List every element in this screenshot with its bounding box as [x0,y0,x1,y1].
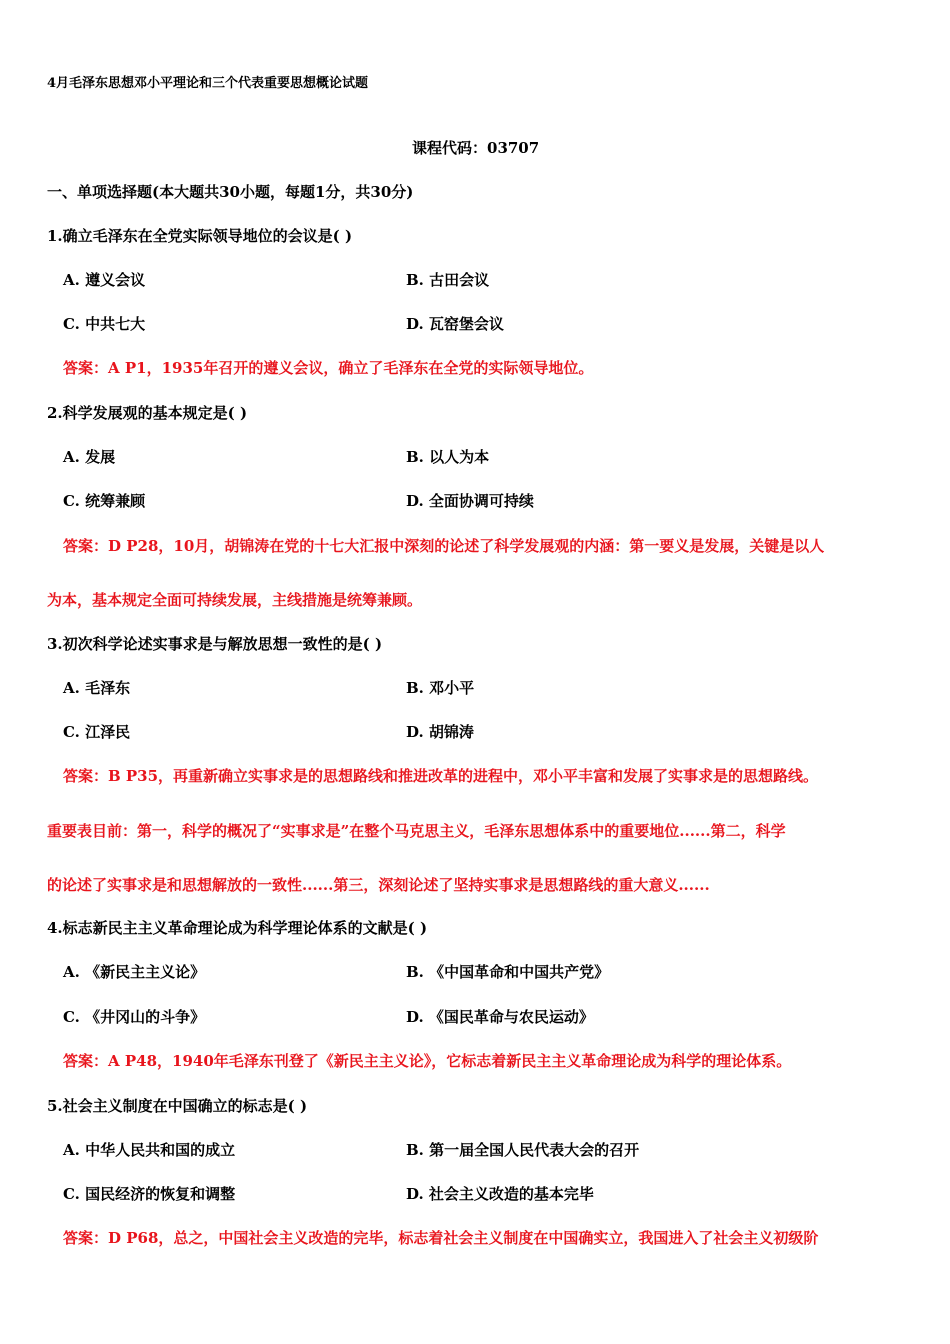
question-stem: 1.确立毛泽东在全党实际领导地位的会议是( ) [47,227,353,245]
answer-text: 答案：A P1，1935年召开的遵义会议，确立了毛泽东在全党的实际领导地位。 [63,359,594,377]
course-code: 课程代码：03707 [412,139,540,157]
option-b: B. 《中国革命和中国共产党》 [406,963,610,981]
option-c: C. 江泽民 [63,723,131,741]
option-a: A. 中华人民共和国的成立 [63,1141,236,1159]
document-title: 4月毛泽东思想邓小平理论和三个代表重要思想概论试题 [47,76,369,91]
option-b: B. 古田会议 [406,271,490,289]
answer-text: 答案：A P48，1940年毛泽东刊登了《新民主主义论》，它标志着新民主主义革命理论成为科学的理论体系。 [63,1052,792,1070]
answer-text-continued: 重要表目前：第一，科学的概况了“实事求是”在整个马克思主义，毛泽东思想体系中的重要地位......第二，科学 [47,822,786,840]
answer-text: 答案：B P35，再重新确立实事求是的思想路线和推进改革的进程中，邓小平丰富和发展了实事求是的思想路线。 [63,767,819,785]
section-heading: 一、单项选择题(本大题共30小题，每题1分，共30分) [47,183,414,201]
option-c: C. 中共七大 [63,315,146,333]
question-stem: 5.社会主义制度在中国确立的标志是( ) [47,1097,308,1115]
option-d: D. 胡锦涛 [406,723,474,741]
option-b: B. 以人为本 [406,448,490,466]
option-c: C. 国民经济的恢复和调整 [63,1185,236,1203]
option-b: B. 第一届全国人民代表大会的召开 [406,1141,640,1159]
question-stem: 4.标志新民主主义革命理论成为科学理论体系的文献是( ) [47,919,428,937]
answer-text-continued: 为本，基本规定全面可持续发展，主线措施是统筹兼顾。 [47,591,423,609]
answer-text-continued: 的论述了实事求是和思想解放的一致性......第三，深刻论述了坚持实事求是思想路线的重大意义...... [47,876,710,894]
answer-text: 答案：D P68，总之，中国社会主义改造的完毕，标志着社会主义制度在中国确实立，我国进入了社会主义初级阶 [63,1229,819,1247]
option-a: A. 毛泽东 [63,679,131,697]
option-c: C. 统筹兼顾 [63,492,146,510]
option-a: A. 《新民主主义论》 [63,963,206,981]
option-d: D. 瓦窑堡会议 [406,315,504,333]
option-c: C. 《井冈山的斗争》 [63,1008,206,1026]
option-a: A. 遵义会议 [63,271,146,289]
option-d: D. 社会主义改造的基本完毕 [406,1185,594,1203]
answer-text: 答案：D P28，10月，胡锦涛在党的十七大汇报中深刻的论述了科学发展观的内涵：第一要义是发展，关键是以人 [63,537,825,555]
question-stem: 3.初次科学论述实事求是与解放思想一致性的是( ) [47,635,383,653]
option-b: B. 邓小平 [406,679,475,697]
question-stem: 2.科学发展观的基本规定是( ) [47,404,248,422]
option-d: D. 《国民革命与农民运动》 [406,1008,594,1026]
option-d: D. 全面协调可持续 [406,492,534,510]
option-a: A. 发展 [63,448,116,466]
